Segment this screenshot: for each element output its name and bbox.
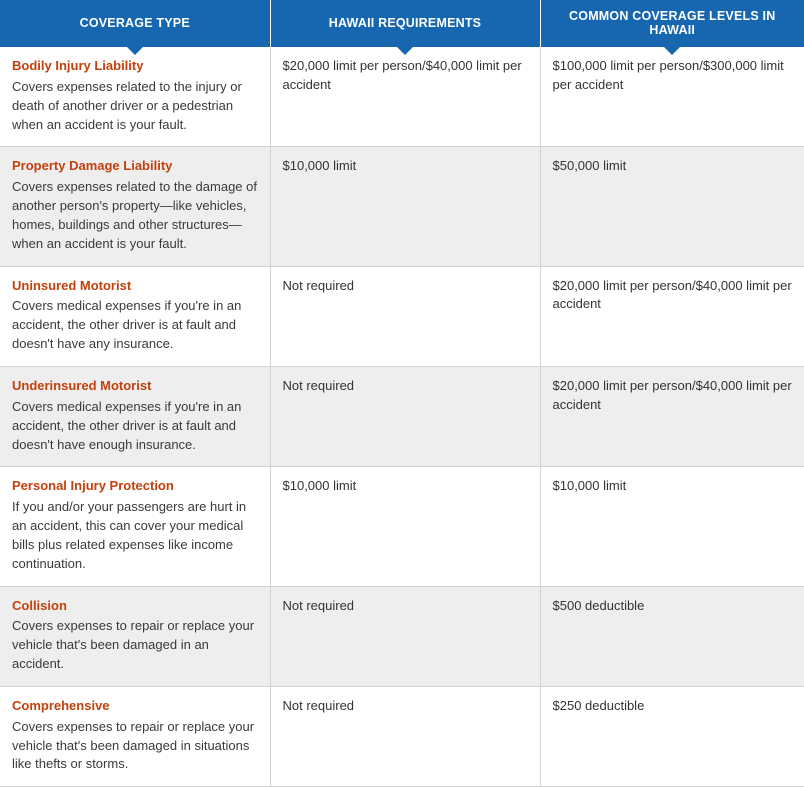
coverage-description: Covers expenses related to the damage of another person's property—like vehicles, homes, buildings and other structures—when an accident is your fault. <box>12 179 257 251</box>
cell-coverage-type <box>0 467 270 586</box>
coverage-description: Covers expenses to repair or replace your vehicle that's been damaged in an accident. <box>12 618 255 672</box>
coverage-description: If you and/or your passengers are hurt in an accident, this can cover your medical bills plus related expenses like income continuation. <box>12 499 247 571</box>
table-row <box>0 147 804 266</box>
cell-common-level: $500 deductible <box>540 586 804 686</box>
chevron-down-icon <box>664 47 680 55</box>
cell-coverage-type <box>0 47 270 147</box>
cell-requirement: Not required <box>270 366 540 466</box>
table-row <box>0 366 804 466</box>
header-common-coverage-levels <box>540 0 804 47</box>
cell-requirement: $10,000 limit <box>270 147 540 266</box>
coverage-description: Covers expenses related to the injury or death of another driver or a pedestrian when an accident is your fault. <box>12 78 242 132</box>
cell-common-level: $20,000 limit per person/$40,000 limit per accident <box>540 366 804 466</box>
header-row <box>0 0 804 47</box>
coverage-title: Property Damage Liability <box>12 158 173 174</box>
chevron-down-icon <box>127 47 143 55</box>
cell-requirement: Not required <box>270 686 540 786</box>
header-hawaii-requirements <box>270 0 540 47</box>
cell-coverage-type <box>0 147 270 266</box>
cell-requirement: Not required <box>270 266 540 366</box>
header-coverage-type <box>0 0 270 47</box>
header-hawaii-requirements-label: HAWAII REQUIREMENTS <box>328 16 482 30</box>
table-header <box>0 0 804 47</box>
table-row <box>0 47 804 147</box>
cell-common-level: $100,000 limit per person/$300,000 limit per accident <box>540 47 804 147</box>
cell-common-level: $50,000 limit <box>540 147 804 266</box>
cell-requirement: $10,000 limit <box>270 467 540 586</box>
coverage-description: Covers medical expenses if you're in an accident, the other driver is at fault and doesn't have enough insurance. <box>12 398 242 452</box>
table-body <box>0 47 804 787</box>
cell-requirement: Not required <box>270 586 540 686</box>
cell-coverage-type <box>0 586 270 686</box>
coverage-title: Uninsured Motorist <box>12 277 132 293</box>
table-row <box>0 467 804 586</box>
cell-common-level: $10,000 limit <box>540 467 804 586</box>
table-row <box>0 586 804 686</box>
coverage-title: Bodily Injury Liability <box>12 58 144 73</box>
coverage-title: Personal Injury Protection <box>12 478 174 494</box>
cell-coverage-type <box>0 266 270 366</box>
coverage-description: Covers expenses to repair or replace your vehicle that's been damaged in situations like thefts or storms. <box>12 718 255 772</box>
header-coverage-type-label: COVERAGE TYPE <box>79 16 190 30</box>
coverage-description: Covers medical expenses if you're in an accident, the other driver is at fault and doesn't have any insurance. <box>12 298 242 352</box>
cell-coverage-type <box>0 366 270 466</box>
coverage-title: Collision <box>12 597 67 613</box>
coverage-title: Underinsured Motorist <box>12 377 152 393</box>
cell-coverage-type <box>0 686 270 786</box>
cell-common-level: $20,000 limit per person/$40,000 limit per accident <box>540 266 804 366</box>
table-row <box>0 686 804 786</box>
table-row <box>0 266 804 366</box>
chevron-down-icon <box>397 47 413 55</box>
coverage-title: Comprehensive <box>12 697 110 713</box>
cell-requirement: $20,000 limit per person/$40,000 limit per accident <box>270 47 540 147</box>
cell-common-level: $250 deductible <box>540 686 804 786</box>
header-common-coverage-levels-label: COMMON COVERAGE LEVELS IN HAWAII <box>569 9 776 37</box>
